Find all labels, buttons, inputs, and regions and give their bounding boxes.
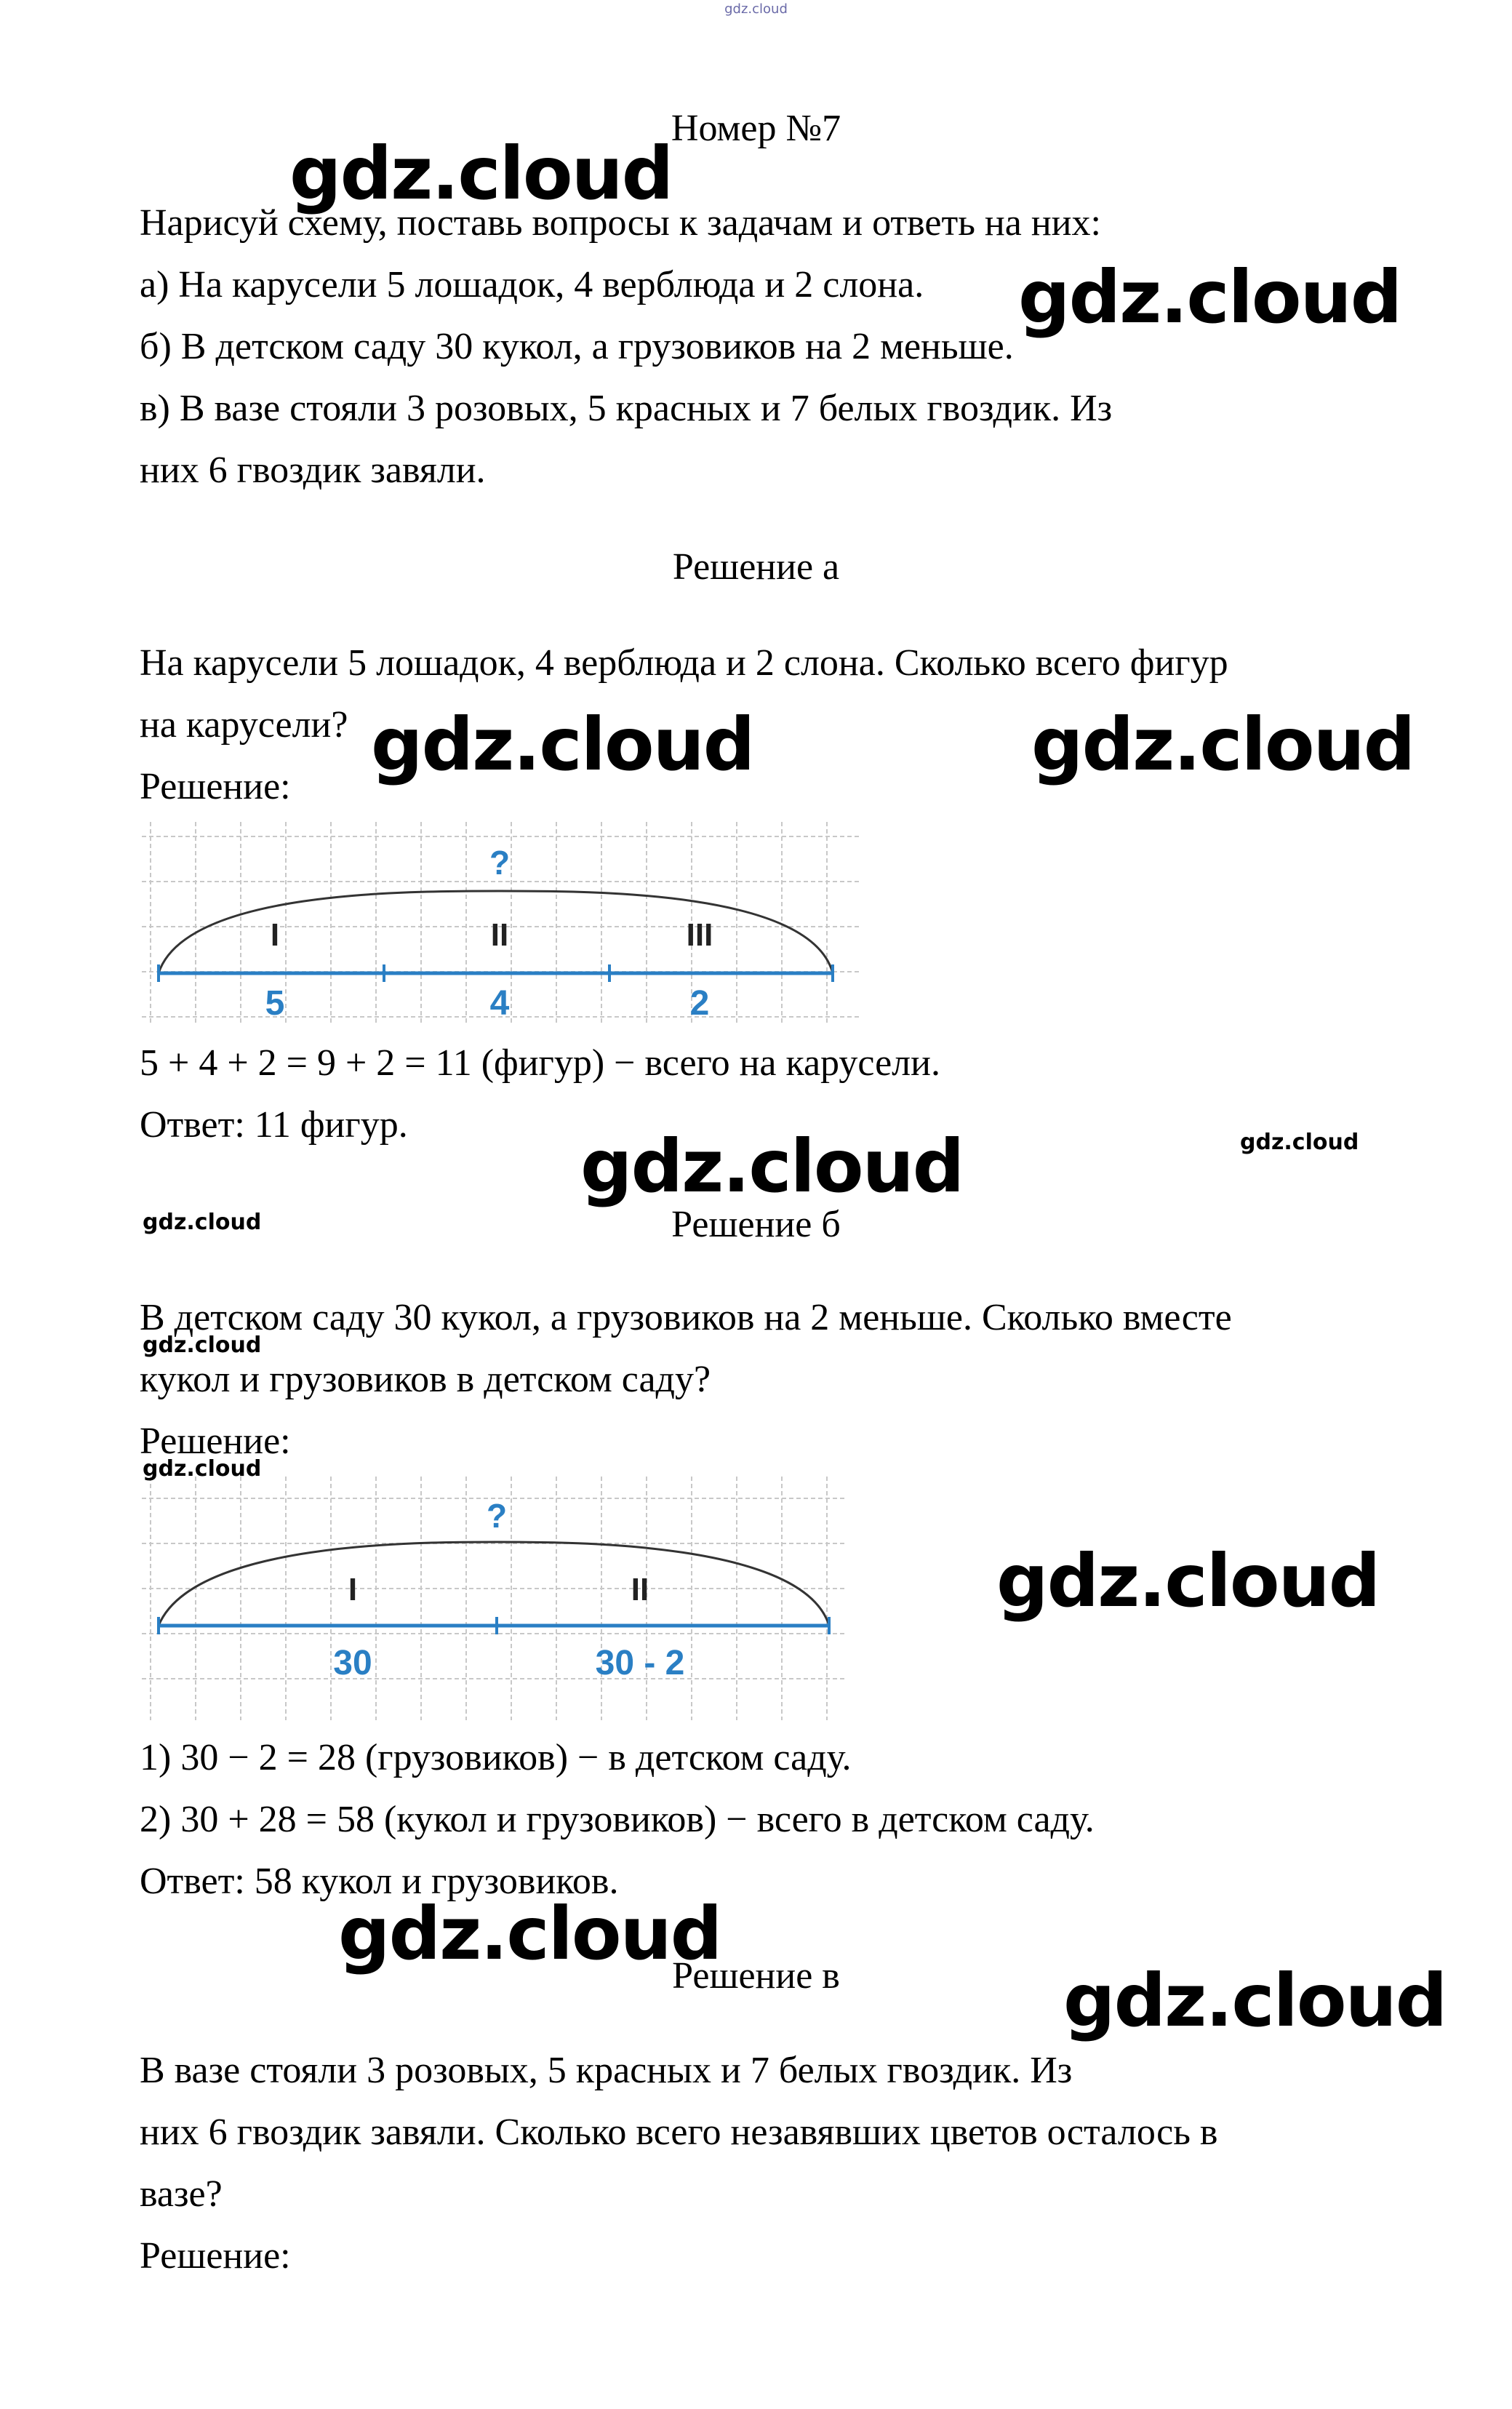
diagram-b [142,1477,847,1720]
section-a-calc: 5 + 4 + 2 = 9 + 2 = 11 (фигур) − всего на карусели. [140,1042,940,1084]
diagram-b-part-1: I [348,1572,358,1607]
diagram-a-part-2: II [490,917,509,953]
task-line-5: них 6 гвоздик завяли. [140,450,486,491]
diagram-b-svg [142,1477,847,1720]
watermark-big: gdz.cloud [1031,702,1415,787]
watermark-big: gdz.cloud [338,1891,721,1976]
diagram-a-value-3: 2 [689,984,710,1023]
task-line-1: Нарисуй схему, поставь вопросы к задачам и ответь на них: [140,202,1101,244]
diagram-a-value-1: 5 [265,984,285,1023]
watermark-big: gdz.cloud [371,702,754,787]
page-title: Номер №7 [671,108,841,149]
diagram-b-value-2: 30 - 2 [595,1644,685,1682]
section-b-heading: Решение б [671,1204,841,1245]
diagram-b-arc [159,1542,829,1626]
section-c-problem-1: В вазе стояли 3 розовых, 5 красных и 7 белых гвоздик. Из [140,2050,1073,2091]
section-b-solution-label: Решение: [140,1421,291,1462]
diagram-a-part-1: I [270,917,280,953]
section-b-calc-2: 2) 30 + 28 = 58 (кукол и грузовиков) − всего в детском саду. [140,1799,1095,1840]
task-line-2: а) На карусели 5 лошадок, 4 верблюда и 2 слона. [140,264,924,305]
section-a-problem-2: на карусели? [140,704,348,746]
watermark-small: gdz.cloud [143,1456,262,1482]
diagram-a [142,822,862,1026]
diagram-b-question: ? [486,1497,508,1535]
watermark-small: gdz.cloud [1240,1130,1359,1155]
diagram-a-value-2: 4 [489,984,510,1023]
section-c-solution-label: Решение: [140,2235,291,2277]
watermark-big: gdz.cloud [580,1124,964,1209]
section-a-problem-1: На карусели 5 лошадок, 4 верблюда и 2 слона. Сколько всего фигур [140,642,1228,684]
diagram-b-value-1: 30 [333,1644,372,1682]
task-line-3: б) В детском саду 30 кукол, а грузовиков на 2 меньше. [140,326,1014,367]
section-a-answer: Ответ: 11 фигур. [140,1104,408,1146]
watermark-small: gdz.cloud [143,1210,262,1235]
diagram-a-part-3: III [686,917,713,953]
diagram-a-question: ? [489,844,511,882]
watermark-big: gdz.cloud [996,1538,1380,1623]
section-b-answer: Ответ: 58 кукол и грузовиков. [140,1861,619,1902]
diagram-b-part-2: II [631,1572,649,1607]
section-c-heading: Решение в [672,1955,840,1997]
section-a-solution-label: Решение: [140,766,291,807]
watermark-big: gdz.cloud [289,131,673,216]
watermark-small: gdz.cloud [143,1333,262,1358]
diagram-a-svg [142,822,862,1026]
task-line-4: в) В вазе стояли 3 розовых, 5 красных и 7 белых гвоздик. Из [140,388,1113,429]
section-b-problem-1: В детском саду 30 кукол, а грузовиков на 2 меньше. Сколько вместе [140,1297,1232,1338]
section-a-heading: Решение а [672,546,840,588]
section-c-problem-3: вазе? [140,2173,223,2215]
watermark-big: gdz.cloud [1063,1958,1447,2043]
section-b-calc-1: 1) 30 − 2 = 28 (грузовиков) − в детском саду. [140,1737,852,1778]
watermark-big: gdz.cloud [1018,255,1401,340]
top-watermark: gdz.cloud [724,1,788,17]
section-c-problem-2: них 6 гвоздик завяли. Сколько всего незавявших цветов осталось в [140,2112,1218,2153]
section-b-problem-2: кукол и грузовиков в детском саду? [140,1359,711,1400]
